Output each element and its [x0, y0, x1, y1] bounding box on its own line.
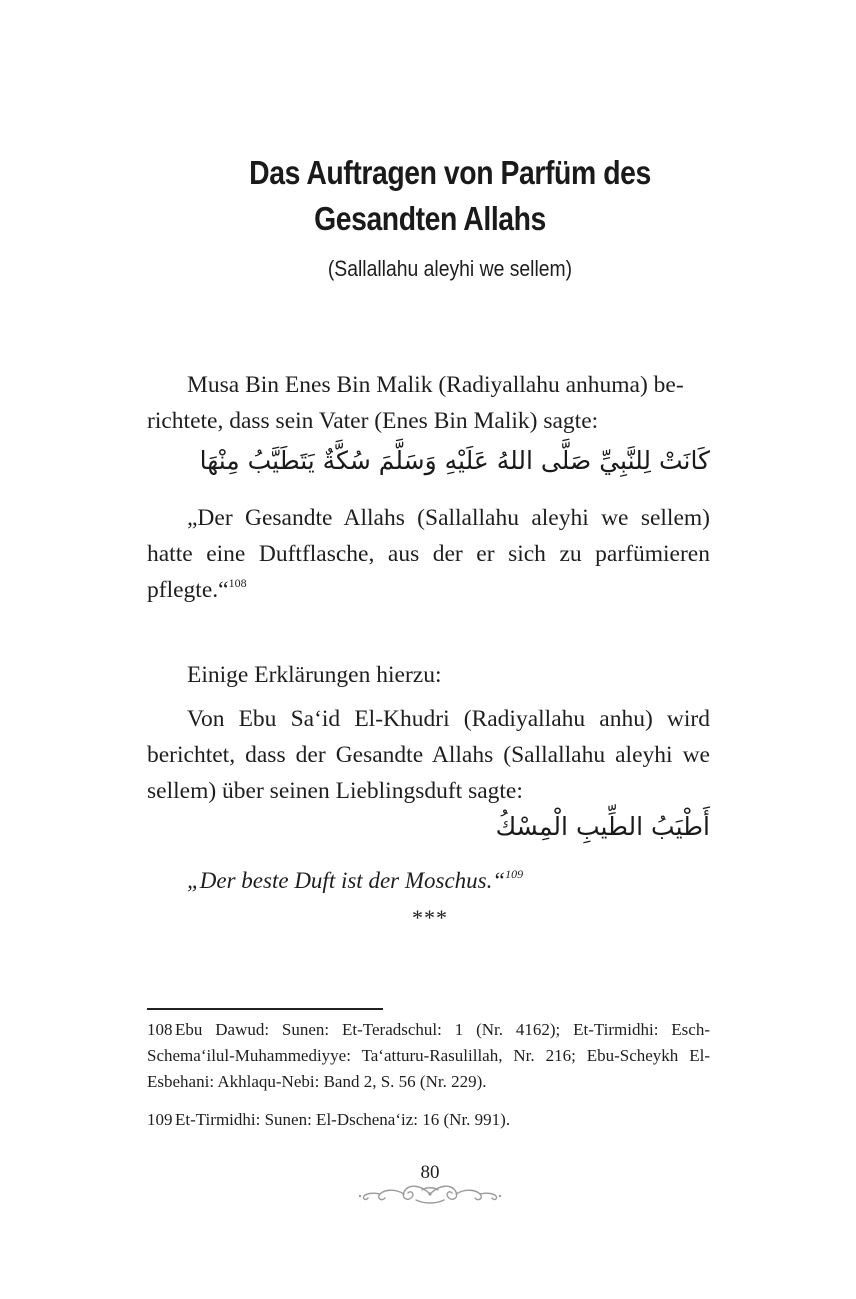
- paragraph-translation: [147, 500, 710, 608]
- chapter-subtitle: (Sallallahu aleyhi we sellem): [327, 256, 573, 281]
- translation-text: „Der Gesandte Allahs (Sallallahu aleyhi we sellem) hatte eine Duftflasche, aus der er sich zu parfümieren pflegte.“: [147, 505, 710, 603]
- paragraph-intro-line-1: Musa Bin Enes Bin Malik (Radiyallahu anhuma) be-: [187, 372, 684, 398]
- footnote-number: 109: [147, 1110, 173, 1129]
- paragraph-intro-line-2: richtete, dass sein Vater (Enes Bin Malik) sagte:: [147, 408, 599, 434]
- footnote-ref-109[interactable]: 109: [505, 867, 524, 881]
- chapter-title-line-2: Gesandten Allahs: [314, 200, 546, 237]
- saying-translation-text: „Der beste Duft ist der Moschus.“: [187, 868, 506, 893]
- footnote-number: 108: [147, 1020, 173, 1039]
- scroll-ornament-icon: [356, 1180, 504, 1206]
- footnote-108: [147, 1017, 710, 1095]
- footnote-text: Ebu Dawud: Sunen: Et-Teradschul: 1 (Nr. 4162); Et-Tirmidhi: Esch-Schema‘ilul-Muhammediyye: Ta‘atturu-Rasulillah, Nr. 216; Ebu-Scheykh El-Esbehani: Akhlaqu-Nebi: Band 2, S. 56 (Nr. 229).: [147, 1020, 710, 1091]
- section-separator: ***: [412, 905, 448, 930]
- arabic-hadith-text: كَانَتْ لِلنَّبِيِّ صَلَّى اللهُ عَلَيْهِ وَسَلَّمَ سُكَّةٌ يَتَطَيَّبُ مِنْهَا: [199, 446, 710, 475]
- arabic-saying-text: أَطْيَبُ الطِّيبِ الْمِسْكُ: [495, 812, 710, 841]
- paragraph-explanations-heading: Einige Erklärungen hierzu:: [187, 662, 442, 688]
- paragraph-explanation: Von Ebu Sa‘id El-Khudri (Radiyallahu anhu) wird berichtet, dass der Gesandte Allahs (Sallallahu aleyhi we sellem) über seinen Lieblingsduft sagte:: [147, 706, 710, 804]
- saying-translation: [187, 868, 523, 894]
- paragraph-intro: [147, 367, 710, 439]
- chapter-title-line-1: Das Auftragen von Parfüm des: [249, 154, 651, 191]
- footnote-divider: [147, 1008, 383, 1010]
- page-number: 80: [420, 1162, 440, 1183]
- footnote-109: [147, 1107, 710, 1133]
- footnote-text: Et-Tirmidhi: Sunen: El-Dschena‘iz: 16 (Nr. 991).: [175, 1110, 511, 1129]
- footnote-ref-108[interactable]: 108: [228, 576, 247, 590]
